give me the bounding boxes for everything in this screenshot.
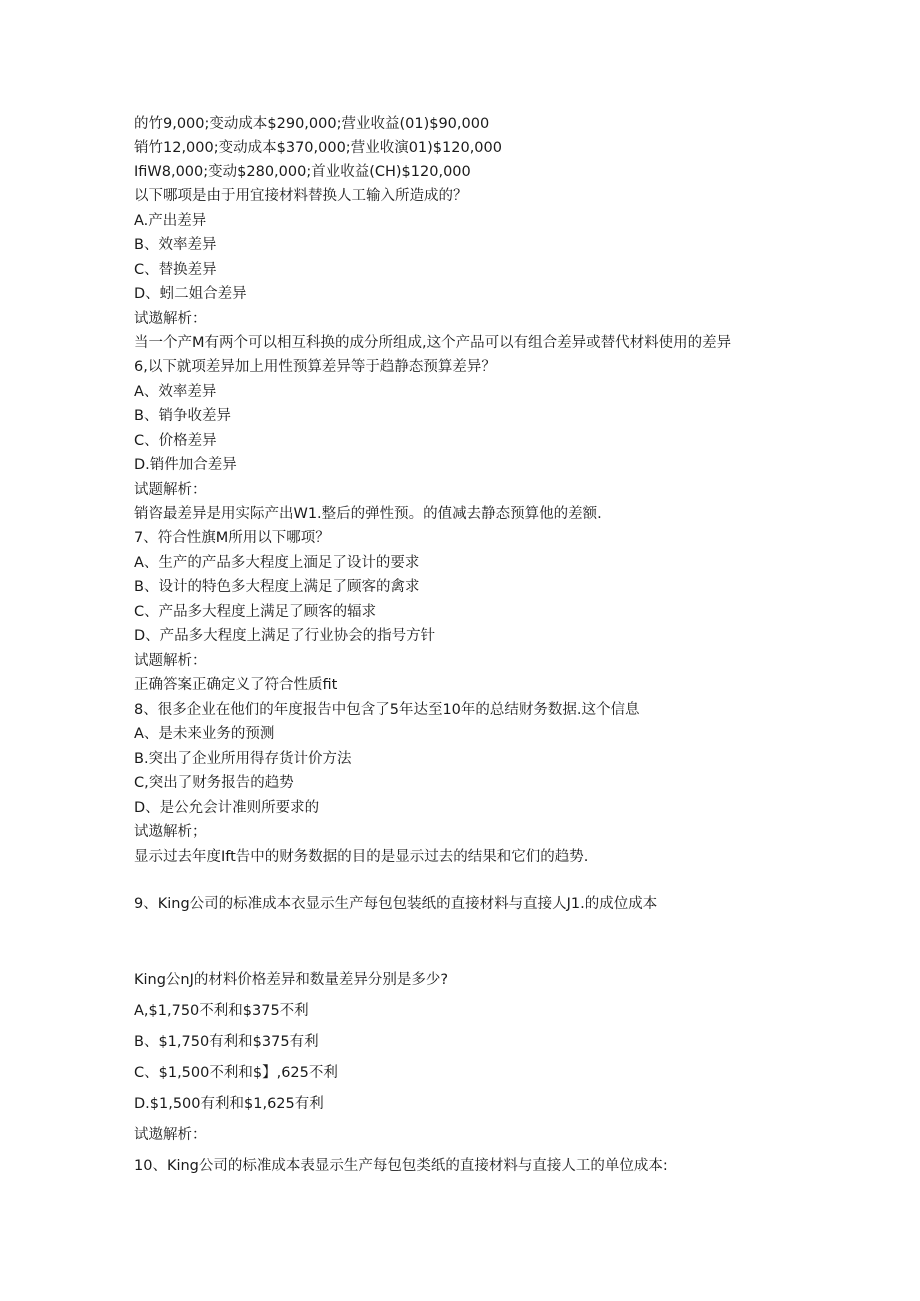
analysis-text: 当一个产M有两个可以相互科换的成分所组成,这个产品可以有组合差异或替代材料使用的差异 bbox=[134, 335, 732, 351]
option-b: B、销争收差异 bbox=[134, 408, 231, 424]
question-text: 7、符合性旗M所用以下哪项？ bbox=[134, 530, 330, 546]
option-a: A、是未来业务的预测 bbox=[134, 726, 275, 742]
question-text: 9、King公司的标准成本衣显示生产每包包装纸的直接材料与直接人J1.的成位成本 bbox=[134, 896, 658, 912]
option-d: D、是公允会计准则所要求的 bbox=[134, 800, 320, 816]
text-line: IfiW8,000;变动$280,000;首业收益(CH)$120,000 bbox=[134, 164, 471, 180]
question-text: 8、很多企业在他们的年度报告中包含了5年达至10年的总结财务数据.这个信息 bbox=[134, 702, 640, 718]
option-d: D、产品多大程度上满足了行业协会的指号方针 bbox=[134, 628, 436, 644]
option-b: B、$1,750有利和$375有利 bbox=[134, 1034, 319, 1050]
question-text: King公nJ的材料价格差异和数量差异分别是多少? bbox=[134, 972, 449, 988]
analysis-text: 显示过去年度Ift告中的财务数据的目的是显示过去的结果和它们的趋势. bbox=[134, 849, 589, 865]
option-c: C、价格差异 bbox=[134, 433, 217, 449]
option-c: C、$1,500不利和$】,625不利 bbox=[134, 1065, 338, 1081]
analysis-heading: 试遨解析： bbox=[134, 311, 207, 327]
option-b: B、效率差异 bbox=[134, 237, 217, 253]
option-d: D.$1,500有利和$1,625有利 bbox=[134, 1096, 324, 1112]
option-b: B、设计的特色多大程度上满足了顾客的禽求 bbox=[134, 579, 420, 595]
text-line: 销竹12,000;变动成本$370,000;营业收演01)$120,000 bbox=[134, 140, 502, 156]
option-c: C、产品多大程度上满足了顾客的辐求 bbox=[134, 604, 377, 620]
option-a: A.产出差异 bbox=[134, 213, 207, 229]
option-a: A,$1,750不利和$375不利 bbox=[134, 1003, 309, 1019]
text-line: 的竹9,000;变动成本$290,000;营业收益(01)$90,000 bbox=[134, 116, 490, 132]
analysis-text: 销咨最差异是用实际产出W1.整后的弹性预。的值减去静态预算他的差额. bbox=[134, 506, 602, 522]
analysis-heading: 试题解析： bbox=[134, 653, 207, 669]
analysis-heading: 试题解析： bbox=[134, 482, 207, 498]
option-a: A、效率差异 bbox=[134, 384, 217, 400]
analysis-text: 正确答案正确定义了符合性质fit bbox=[134, 677, 338, 693]
option-c: C,突出了财务报告的趋势 bbox=[134, 775, 294, 791]
question-text: 6,以下就项差异加上用性预算差异等于趋静态预算差异？ bbox=[134, 359, 496, 375]
analysis-heading: 试遨解析： bbox=[134, 1127, 207, 1143]
option-d: D.销件加合差异 bbox=[134, 457, 237, 473]
option-d: D、蚓二姐合差异 bbox=[134, 286, 247, 302]
analysis-heading: 试遨解析； bbox=[134, 824, 207, 840]
option-a: A、生产的产品多大程度上湎足了设计的要求 bbox=[134, 555, 420, 571]
question-text: 10、King公司的标准成本表显示生产每包包类纸的直接材料与直接人工的单位成本: bbox=[134, 1158, 668, 1174]
option-c: C、替换差异 bbox=[134, 262, 217, 278]
question-text: 以下哪项是由于用宜接材料替换人工输入所造成的？ bbox=[134, 188, 468, 204]
option-b: B.突出了企业所用得存货计价方法 bbox=[134, 751, 352, 767]
